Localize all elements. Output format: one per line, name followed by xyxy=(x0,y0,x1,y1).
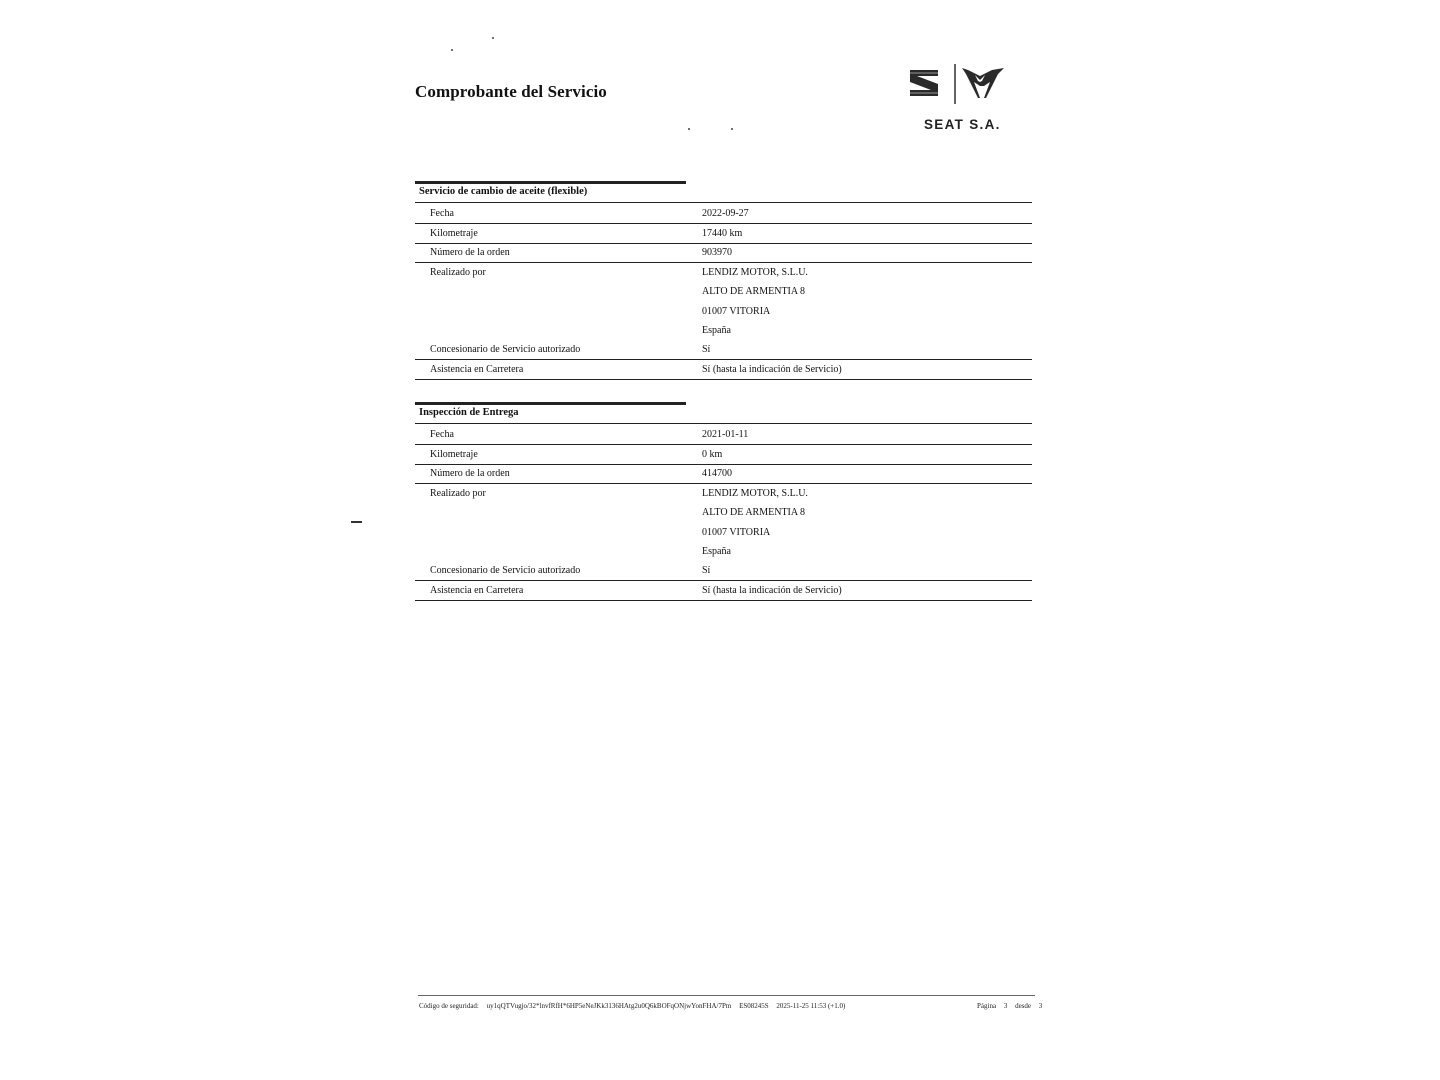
table-row xyxy=(415,339,1032,360)
row-label: Fecha xyxy=(430,208,454,219)
page-total: 3 xyxy=(1038,1002,1043,1010)
brand-name: SEAT S.A. xyxy=(924,117,1001,132)
table-row xyxy=(415,281,1032,301)
page-of-word: desde xyxy=(1015,1002,1032,1010)
page-word: Página xyxy=(977,1002,997,1010)
table-row xyxy=(415,424,1032,445)
table-row xyxy=(415,463,1032,484)
section-bar xyxy=(415,181,686,184)
row-value: 01007 VITORIA xyxy=(702,306,771,317)
row-value: 17440 km xyxy=(702,228,743,239)
row-label: Número de la orden xyxy=(430,247,510,258)
table-row xyxy=(415,359,1032,380)
margin-mark xyxy=(351,521,362,523)
document-id: ES08245S xyxy=(739,1002,769,1010)
page-current: 3 xyxy=(1003,1002,1008,1010)
section-title: Servicio de cambio de aceite (flexible) xyxy=(419,186,588,197)
security-code: uy1qQTVugjo/32*lnvfRfH*6HP5eNeJKk3136HAtg2u0Q6kBOFqONjwYonFHA/7Pm xyxy=(486,1002,732,1010)
section-title: Inspección de Entrega xyxy=(419,407,519,418)
cupra-logo-icon xyxy=(906,62,1010,106)
page-title: Comprobante del Servicio xyxy=(415,82,607,101)
table-row xyxy=(415,242,1032,263)
table-row xyxy=(415,262,1032,282)
row-label: Fecha xyxy=(430,429,454,440)
section-bar xyxy=(415,402,686,405)
security-label: Código de seguridad: xyxy=(419,1002,479,1010)
timestamp: 2025-11-25 11:53 (+1.0) xyxy=(776,1002,846,1010)
row-label: Concesionario de Servicio autorizado xyxy=(430,344,581,355)
row-value: ALTO DE ARMENTIA 8 xyxy=(702,286,806,297)
table-row xyxy=(415,580,1032,601)
row-value: LENDIZ MOTOR, S.L.U. xyxy=(702,488,808,499)
row-value: 903970 xyxy=(702,247,732,258)
table-row xyxy=(415,203,1032,224)
table-row xyxy=(415,223,1032,244)
table-row xyxy=(415,522,1032,542)
table-row xyxy=(415,444,1032,465)
row-value: 2022-09-27 xyxy=(702,208,749,219)
page-indicator xyxy=(977,1002,1048,1010)
row-value: ALTO DE ARMENTIA 8 xyxy=(702,507,806,518)
row-label: Realizado por xyxy=(430,488,486,499)
row-value: 414700 xyxy=(702,468,732,479)
row-label: Kilometraje xyxy=(430,228,478,239)
row-value: LENDIZ MOTOR, S.L.U. xyxy=(702,267,808,278)
row-value: Sí xyxy=(702,344,711,355)
row-value: Sí (hasta la indicación de Servicio) xyxy=(702,364,842,375)
row-value: España xyxy=(702,546,731,557)
row-label: Kilometraje xyxy=(430,449,478,460)
scan-speck xyxy=(451,49,453,51)
table-row xyxy=(415,320,1032,340)
table-row xyxy=(415,502,1032,522)
row-value: 0 km xyxy=(702,449,723,460)
table-row xyxy=(415,301,1032,321)
row-label: Realizado por xyxy=(430,267,486,278)
table-row xyxy=(415,560,1032,581)
row-label: Asistencia en Carretera xyxy=(430,585,524,596)
row-value: 2021-01-11 xyxy=(702,429,749,440)
scan-speck xyxy=(731,128,733,130)
row-value: 01007 VITORIA xyxy=(702,527,771,538)
row-value: Sí xyxy=(702,565,711,576)
row-value: Sí (hasta la indicación de Servicio) xyxy=(702,585,842,596)
row-value: España xyxy=(702,325,731,336)
row-label: Concesionario de Servicio autorizado xyxy=(430,565,581,576)
table-row xyxy=(415,541,1032,561)
footer-security xyxy=(419,1002,851,1010)
row-label: Asistencia en Carretera xyxy=(430,364,524,375)
footer-rule xyxy=(418,995,1035,996)
table-row xyxy=(415,483,1032,503)
scan-speck xyxy=(688,128,690,130)
row-label: Número de la orden xyxy=(430,468,510,479)
scan-speck xyxy=(492,37,494,39)
